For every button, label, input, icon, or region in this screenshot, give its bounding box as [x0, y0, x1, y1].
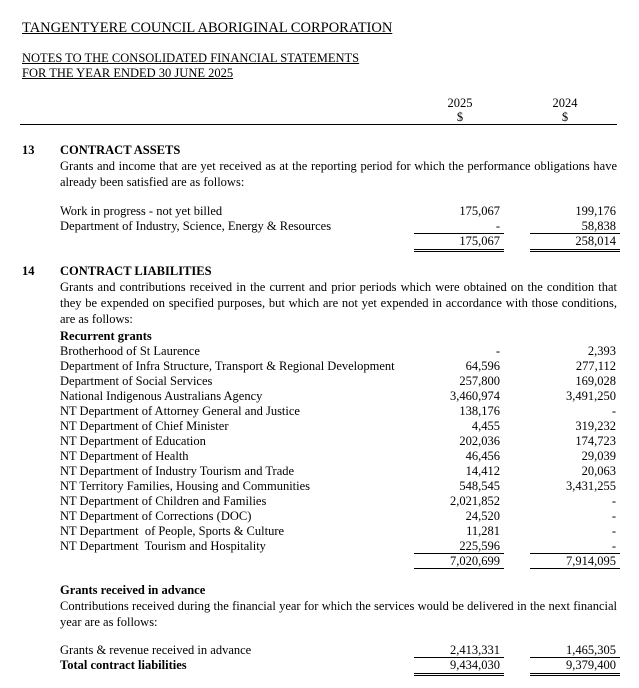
- s13-total-double-rule-2025: [414, 249, 504, 252]
- grant-row-label: NT Department of Corrections (DOC): [60, 509, 252, 523]
- section-13-number: 13: [22, 143, 35, 157]
- grant-row-label: Department of Social Services: [60, 374, 213, 388]
- s13-total-2024: 258,014: [575, 234, 616, 248]
- grants-in-advance-description: Contributions received during the financial year for which the services would be delivered in the next financial year are as follows:: [60, 599, 617, 629]
- grant-row-value-2025: 138,176: [459, 404, 500, 418]
- column-header-2025: 2025: [447, 96, 473, 110]
- notes-title: NOTES TO THE CONSOLIDATED FINANCIAL STATEMENTS: [22, 51, 360, 65]
- grant-row-value-2024: 2,393: [587, 344, 616, 358]
- grant-row-value-2024: -: [611, 509, 616, 523]
- s13-row-value-2025: 175,067: [459, 204, 500, 218]
- section-14-number: 14: [22, 264, 35, 278]
- grant-row-value-2024: 277,112: [575, 359, 616, 373]
- grant-row-value-2024: -: [611, 539, 616, 553]
- grant-row-label: NT Department of Attorney General and Justice: [60, 404, 300, 418]
- advance-row-label: Grants & revenue received in advance: [60, 643, 252, 657]
- s13-row-label: Department of Industry, Science, Energy & Resources: [60, 219, 332, 233]
- s13-row-value-2025: -: [495, 219, 500, 233]
- column-unit-2025: $: [456, 110, 464, 124]
- grant-row-value-2025: 257,800: [459, 374, 500, 388]
- total-liabilities-double-rule-2025: [414, 673, 504, 676]
- grant-row-value-2025: 225,596: [459, 539, 500, 553]
- grant-row-value-2025: -: [495, 344, 500, 358]
- grant-row-label: Department of Infra Structure, Transport & Regional Development: [60, 359, 395, 373]
- advance-row-value-2024: 1,465,305: [566, 643, 616, 657]
- organization-name: TANGENTYERE COUNCIL ABORIGINAL CORPORATION: [22, 20, 393, 36]
- grant-row-value-2024: 3,491,250: [566, 389, 616, 403]
- grant-row-label: NT Department of People, Sports & Culture: [60, 524, 285, 538]
- recurrent-subtotal-2025: 7,020,699: [450, 554, 500, 568]
- grant-row-value-2025: 14,412: [465, 464, 500, 478]
- section-14-title: CONTRACT LIABILITIES: [60, 264, 212, 278]
- grant-row-value-2024: -: [611, 404, 616, 418]
- recurrent-subtotal-2024: 7,914,095: [566, 554, 616, 568]
- grant-row-value-2024: 174,723: [575, 434, 616, 448]
- grant-row-value-2024: 3,431,255: [566, 479, 616, 493]
- s13-total-double-rule-2024: [530, 249, 620, 252]
- recurrent-subtotal-underline-2024: [530, 568, 620, 569]
- grant-row-label: Brotherhood of St Laurence: [60, 344, 200, 358]
- grant-row-value-2025: 46,456: [465, 449, 500, 463]
- section-13-title: CONTRACT ASSETS: [60, 143, 181, 157]
- grant-row-value-2024: 319,232: [575, 419, 616, 433]
- section-14-description: Grants and contributions received in the current and prior periods which were obtained on the condition that they be expended on specified purposes, but which are not yet expended in accordance with those conditions, are as follows:: [60, 280, 617, 326]
- recurrent-grants-heading: Recurrent grants: [60, 329, 152, 343]
- header-rule: [20, 124, 617, 125]
- grant-row-label: NT Territory Families, Housing and Communities: [60, 479, 311, 493]
- advance-row-value-2025: 2,413,331: [450, 643, 500, 657]
- total-liabilities-2024: 9,379,400: [566, 658, 616, 672]
- s13-row-value-2024: 199,176: [575, 204, 616, 218]
- grant-row-value-2025: 24,520: [465, 509, 500, 523]
- grant-row-value-2025: 202,036: [459, 434, 500, 448]
- s13-row-label: Work in progress - not yet billed: [60, 204, 223, 218]
- s13-row-value-2024: 58,838: [581, 219, 616, 233]
- grant-row-label: NT Department of Health: [60, 449, 189, 463]
- grant-row-value-2025: 4,455: [471, 419, 500, 433]
- total-liabilities-double-rule-2024: [530, 673, 620, 676]
- total-liabilities-label: Total contract liabilities: [60, 658, 187, 672]
- s13-total-2025: 175,067: [459, 234, 500, 248]
- grant-row-value-2024: 20,063: [581, 464, 616, 478]
- grant-row-label: NT Department of Chief Minister: [60, 419, 229, 433]
- grant-row-value-2025: 548,545: [459, 479, 500, 493]
- grant-row-label: NT Department Tourism and Hospitality: [60, 539, 266, 553]
- grant-row-value-2025: 2,021,852: [450, 494, 500, 508]
- grant-row-value-2024: -: [611, 494, 616, 508]
- grant-row-label: NT Department of Industry Tourism and Trade: [60, 464, 295, 478]
- grant-row-value-2025: 11,281: [466, 524, 500, 538]
- grant-row-value-2024: 29,039: [581, 449, 616, 463]
- grant-row-value-2025: 3,460,974: [450, 389, 500, 403]
- column-unit-2024: $: [561, 110, 569, 124]
- total-liabilities-2025: 9,434,030: [450, 658, 500, 672]
- section-13-description: Grants and income that are yet received as at the reporting period for which the performance obligations have already been satisfied are as follows:: [60, 159, 617, 189]
- grants-in-advance-heading: Grants received in advance: [60, 583, 206, 597]
- grant-row-label: National Indigenous Australians Agency: [60, 389, 263, 403]
- grant-row-value-2025: 64,596: [465, 359, 500, 373]
- grant-row-value-2024: 169,028: [575, 374, 616, 388]
- recurrent-subtotal-underline-2025: [414, 568, 504, 569]
- grant-row-value-2024: -: [611, 524, 616, 538]
- column-header-2024: 2024: [552, 96, 578, 110]
- grant-row-label: NT Department of Education: [60, 434, 206, 448]
- notes-period: FOR THE YEAR ENDED 30 JUNE 2025: [22, 66, 234, 80]
- grant-row-label: NT Department of Children and Families: [60, 494, 267, 508]
